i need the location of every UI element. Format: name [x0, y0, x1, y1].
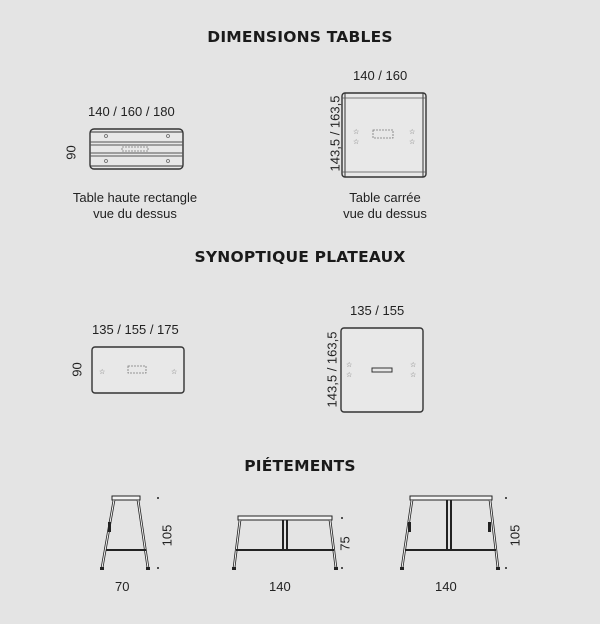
square-top-width-label: 135 / 155 — [350, 303, 405, 318]
rect-table-top-view — [88, 128, 186, 170]
square-table-top-view — [341, 92, 427, 178]
square-table-depth-label: 143,5 / 163,5 — [327, 95, 343, 172]
rect-top-plan — [91, 346, 185, 394]
low-leg-drawing — [226, 514, 346, 574]
square-table-caption-line1: Table carrée — [349, 190, 421, 205]
svg-text:☆: ☆ — [409, 128, 416, 136]
svg-text:☆: ☆ — [346, 371, 353, 379]
svg-text:☆: ☆ — [171, 368, 178, 376]
heading-dimensions-tables: DIMENSIONS TABLES — [207, 28, 393, 46]
square-top-depth-label: 143,5 / 163,5 — [324, 331, 340, 408]
low-leg-width-label: 140 — [269, 579, 291, 594]
high-leg-drawing — [396, 494, 512, 574]
heading-pietements: PIÉTEMENTS — [244, 457, 356, 475]
high-leg-width-label: 140 — [435, 579, 457, 594]
rect-table-width-label: 140 / 160 / 180 — [88, 104, 175, 119]
svg-text:☆: ☆ — [353, 138, 360, 146]
heading-synoptique-plateaux: SYNOPTIQUE PLATEAUX — [194, 248, 406, 266]
rect-top-depth-label: 90 — [69, 362, 85, 377]
svg-text:☆: ☆ — [353, 128, 360, 136]
side-leg-width-label: 70 — [115, 579, 130, 594]
svg-text:☆: ☆ — [410, 361, 417, 369]
square-table-width-label: 140 / 160 — [353, 68, 408, 83]
rect-table-caption-line2: vue du dessus — [93, 206, 177, 221]
svg-text:☆: ☆ — [346, 361, 353, 369]
square-table-caption — [320, 190, 450, 222]
low-leg-height-label: 75 — [337, 536, 353, 551]
svg-text:☆: ☆ — [99, 368, 106, 376]
rect-table-caption-line1: Table haute rectangle — [72, 190, 198, 205]
rect-table-caption — [55, 190, 215, 222]
svg-text:☆: ☆ — [410, 371, 417, 379]
rect-top-width-label: 135 / 155 / 175 — [92, 322, 179, 337]
side-leg-height-label: 105 — [159, 524, 175, 547]
rect-table-depth-label: 90 — [63, 145, 79, 160]
square-table-caption-line2: vue du dessus — [343, 206, 427, 221]
square-top-plan — [340, 327, 424, 413]
high-leg-height-label: 105 — [507, 524, 523, 547]
svg-text:☆: ☆ — [409, 138, 416, 146]
side-leg-drawing — [98, 494, 162, 574]
